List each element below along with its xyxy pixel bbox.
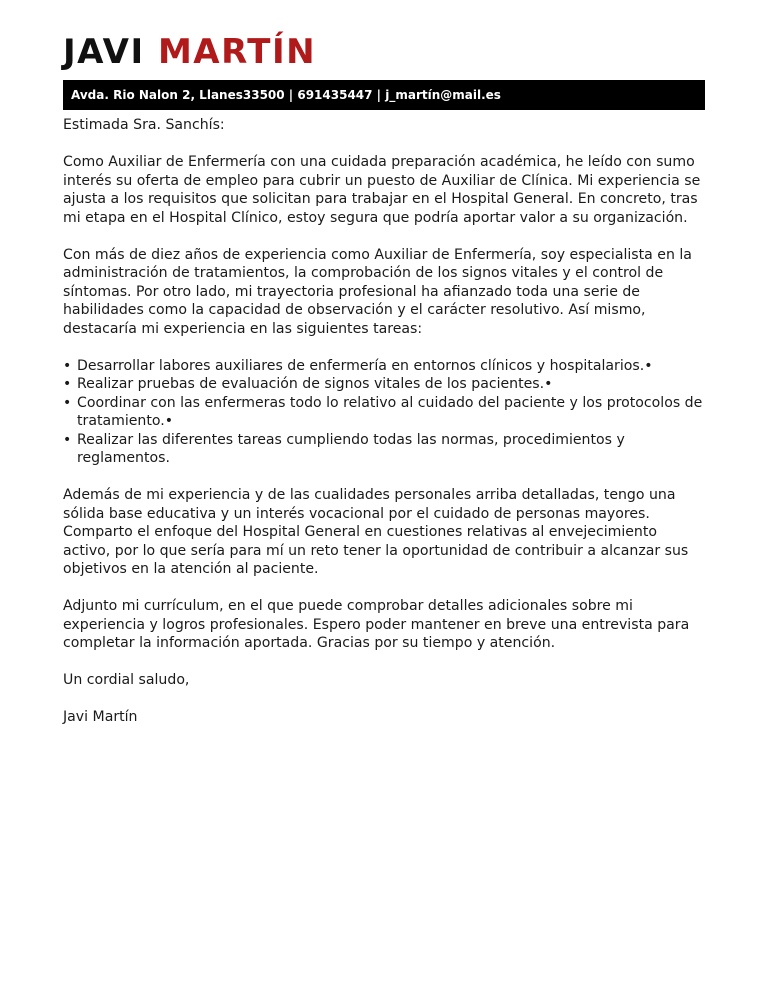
- first-name: JAVI: [63, 32, 145, 72]
- task-text: Desarrollar labores auxiliares de enfermería en entornos clínicos y hospitalarios.•: [77, 357, 653, 374]
- paragraph-closing-request: Adjunto mi currículum, en el que puede comprobar detalles adicionales sobre mi experiencia y logros profesionales. Espero poder mantener en breve una entrevista para completar la información aportada. Gracias por su tiempo y atención.: [63, 598, 690, 651]
- task-text: Realizar las diferentes tareas cumpliendo todas las normas, procedimientos y reglamentos.: [77, 431, 625, 466]
- paragraph-motivation: Además de mi experiencia y de las cualidades personales arriba detalladas, tengo una sólida base educativa y un interés vocacional por el cuidado de personas mayores. Comparto el enfoque del Hospital General en cuestiones relativas al envejecimiento activo, por lo que sería para mí un reto tener la oportunidad de contribuir a alcanzar sus objetivos en la atención al paciente.: [63, 487, 689, 577]
- letter-body: [63, 116, 705, 727]
- list-item: [63, 375, 705, 394]
- salutation: Estimada Sra. Sanchís:: [63, 117, 225, 133]
- task-text: Coordinar con las enfermeras todo lo relativo al cuidado del paciente y los protocolos de tratamiento.•: [77, 394, 703, 429]
- list-item: [63, 357, 705, 376]
- cover-letter-page: [63, 32, 705, 727]
- paragraph-intro: Como Auxiliar de Enfermería con una cuidada preparación académica, he leído con sumo interés su oferta de empleo para cubrir un puesto de Auxiliar de Clínica. Mi experiencia se ajusta a los requisitos que solicitan para trabajar en el Hospital General. En concreto, tras mi etapa en el Hospital Clínico, estoy segura que podría aportar valor a su organización.: [63, 154, 701, 226]
- contact-line: Avda. Rio Nalon 2, Llanes33500 | 691435447 | j_martín@mail.es: [71, 88, 501, 102]
- contact-bar: [63, 80, 705, 110]
- task-text: Realizar pruebas de evaluación de signos vitales de los pacientes.•: [77, 376, 553, 392]
- bullet-icon: •: [63, 357, 72, 374]
- bullet-icon: •: [63, 394, 72, 411]
- task-list: [63, 357, 705, 468]
- list-item: [63, 431, 705, 468]
- paragraph-experience: Con más de diez años de experiencia como Auxiliar de Enfermería, soy especialista en la administración de tratamientos, la comprobación de los signos vitales y el control de síntomas. Por otro lado, mi trayectoria profesional ha afianzado toda una serie de habilidades como la capacidad de observación y el carácter resolutivo. Así mismo, destacaría mi experiencia en las siguientes tareas:: [63, 246, 692, 337]
- applicant-name: [63, 32, 705, 74]
- last-name: MARTÍN: [157, 32, 317, 72]
- list-item: [63, 394, 705, 431]
- signature: Javi Martín: [63, 709, 138, 725]
- bullet-icon: •: [63, 376, 72, 392]
- bullet-icon: •: [63, 431, 72, 448]
- closing: Un cordial saludo,: [63, 672, 190, 688]
